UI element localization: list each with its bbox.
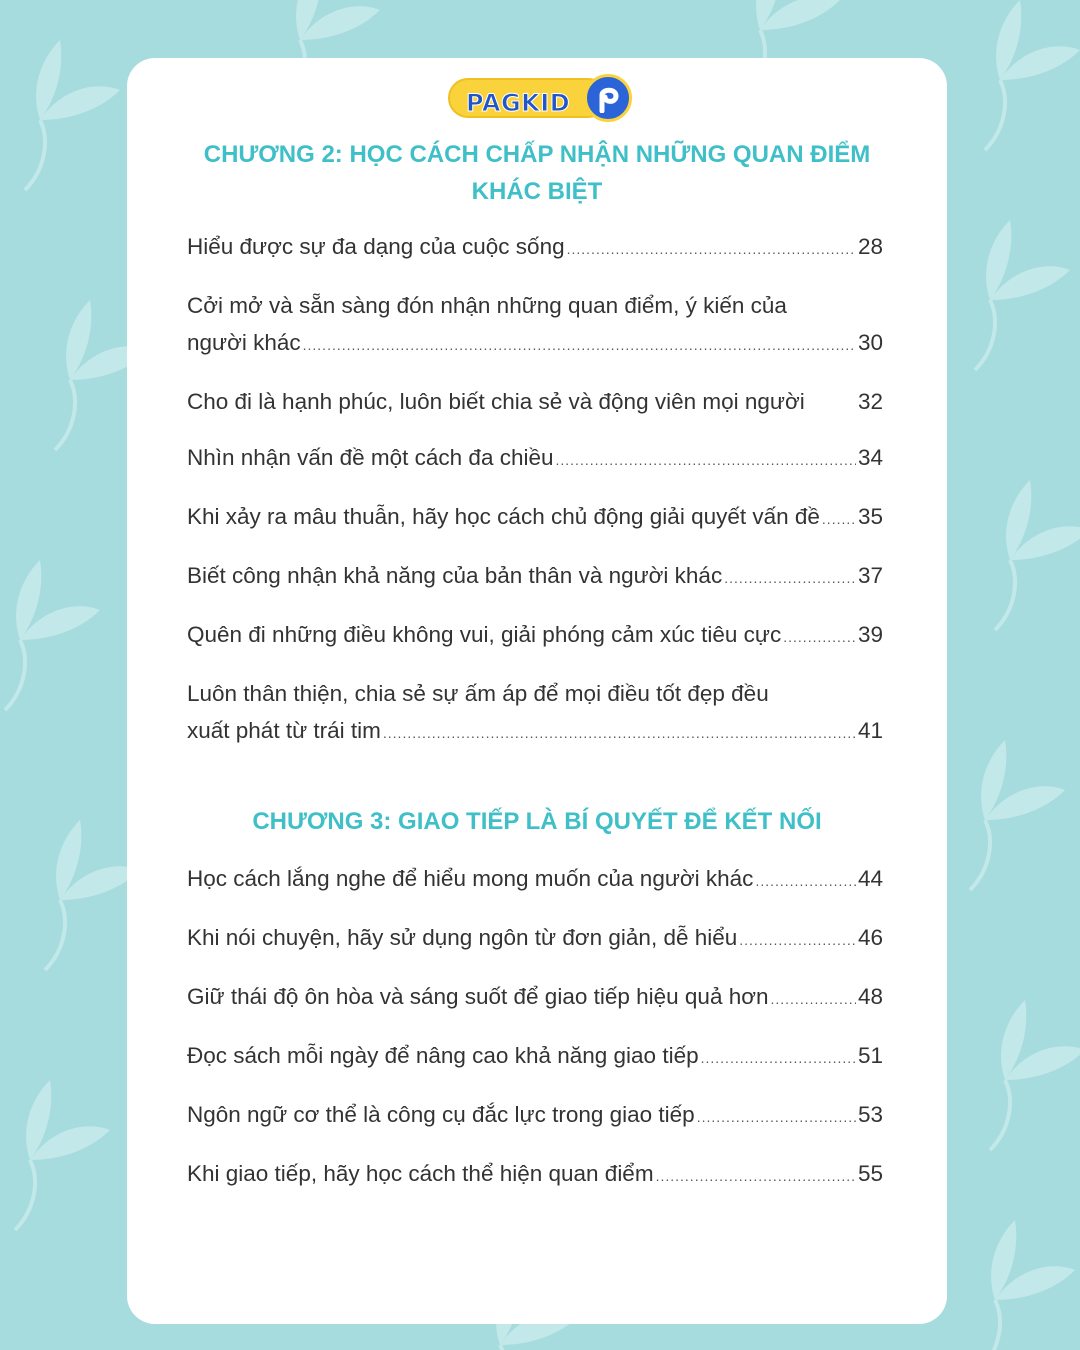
- chapter-2-toc: [187, 228, 883, 771]
- toc-leader-dots: [739, 922, 856, 959]
- toc-entry-title: Khi nói chuyện, hãy sử dụng ngôn từ đơn giản, dễ hiểu: [187, 925, 738, 950]
- toc-entry: [187, 557, 883, 597]
- toc-entry-title: Cởi mở và sẵn sàng đón nhận những quan điểm, ý kiến của: [187, 293, 787, 318]
- toc-leader-dots: [697, 1099, 856, 1136]
- toc-entry-page: 35: [857, 504, 883, 529]
- toc-entry: [187, 860, 883, 900]
- toc-entry: [187, 1155, 883, 1195]
- toc-entry: [187, 498, 883, 538]
- toc-entry-page: 28: [857, 234, 883, 259]
- toc-leader-dots: [303, 327, 856, 364]
- toc-entry-title-cont: người khác: [187, 330, 301, 355]
- toc-entry-title: Khi giao tiếp, hãy học cách thể hiện quan điểm: [187, 1161, 654, 1186]
- toc-entry-title: Quên đi những điều không vui, giải phóng cảm xúc tiêu cực: [187, 622, 782, 647]
- toc-entry: [187, 1037, 883, 1077]
- toc-entry: [187, 616, 883, 656]
- toc-entry-page: 39: [857, 622, 883, 647]
- toc-entry-title: Hiểu được sự đa dạng của cuộc sống: [187, 234, 565, 259]
- toc-entry-page: 32: [857, 389, 883, 414]
- toc-entry: [187, 439, 883, 479]
- toc-leader-dots: [783, 619, 856, 656]
- toc-entry-page: 46: [857, 925, 883, 950]
- toc-entry: [187, 675, 883, 752]
- toc-leader-dots: [724, 560, 856, 597]
- toc-entry-page: 55: [857, 1161, 883, 1186]
- chapter-2-title: CHƯƠNG 2: HỌC CÁCH CHẤP NHẬN NHỮNG QUAN ĐIỂM KHÁC BIỆT: [203, 141, 871, 205]
- toc-entry-title: Khi xảy ra mâu thuẫn, hãy học cách chủ động giải quyết vấn đề: [187, 504, 820, 529]
- toc-entry-title: Nhìn nhận vấn đề một cách đa chiều: [187, 445, 554, 470]
- toc-entry-title: Giữ thái độ ôn hòa và sáng suốt để giao tiếp hiệu quả hơn: [187, 984, 769, 1009]
- toc-entry-page: 48: [857, 984, 883, 1009]
- toc-entry-page: 41: [857, 718, 883, 743]
- toc-entry-page: 53: [857, 1102, 883, 1127]
- toc-entry: [187, 978, 883, 1018]
- toc-leader-dots: [383, 715, 856, 752]
- chapter-3-title: CHƯƠNG 3: GIAO TIẾP LÀ BÍ QUYẾT ĐỂ KẾT NỐI: [252, 808, 822, 835]
- toc-entry-title: Học cách lắng nghe để hiểu mong muốn của người khác: [187, 866, 754, 891]
- toc-leader-dots: [656, 1158, 856, 1195]
- toc-entry-title: Cho đi là hạnh phúc, luôn biết chia sẻ và động viên mọi người: [187, 389, 805, 414]
- toc-entry-title: Luôn thân thiện, chia sẻ sự ấm áp để mọi điều tốt đẹp đều: [187, 681, 769, 706]
- toc-leader-dots: [822, 501, 856, 538]
- toc-entry-title-cont: xuất phát từ trái tim: [187, 718, 381, 743]
- letter-p-icon: [584, 74, 632, 122]
- toc-entry-title: Ngôn ngữ cơ thể là công cụ đắc lực trong giao tiếp: [187, 1102, 695, 1127]
- toc-entry: [187, 1096, 883, 1136]
- toc-entry: [187, 919, 883, 959]
- toc-entry-page: 34: [857, 445, 883, 470]
- chapter-3-toc: [187, 860, 883, 1214]
- toc-leader-dots: [770, 981, 855, 1018]
- toc-entry-page: 30: [857, 330, 883, 355]
- logo-text: PAGKID: [466, 89, 571, 117]
- toc-entry-page: 51: [857, 1043, 883, 1068]
- toc-entry-title: Đọc sách mỗi ngày để nâng cao khả năng giao tiếp: [187, 1043, 699, 1068]
- toc-leader-dots: [567, 231, 856, 268]
- toc-leader-dots: [701, 1040, 856, 1077]
- toc-entry: [187, 287, 883, 364]
- toc-entry: [187, 228, 883, 268]
- toc-entry: [187, 383, 883, 420]
- pagkid-logo: [448, 74, 632, 122]
- toc-entry-title: Biết công nhận khả năng của bản thân và người khác: [187, 563, 723, 588]
- toc-leader-dots: [755, 863, 856, 900]
- toc-entry-page: 37: [857, 563, 883, 588]
- toc-entry-page: 44: [857, 866, 883, 891]
- toc-leader-dots: [556, 442, 856, 479]
